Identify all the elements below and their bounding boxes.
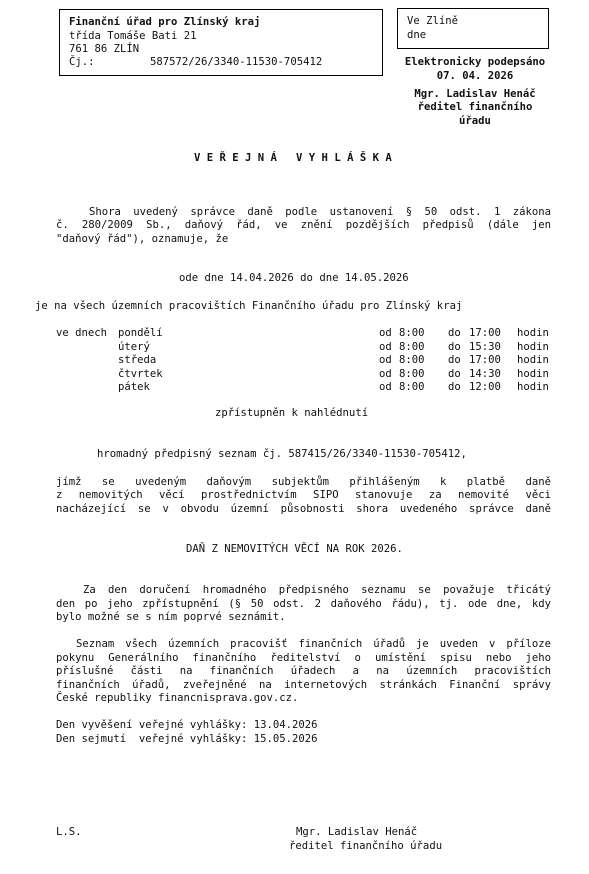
date-line: dne: [407, 29, 427, 41]
footer-signatory-name: Mgr. Ladislav Henáč: [296, 826, 418, 838]
signatory-title-2: úřadu: [459, 115, 491, 127]
reference-label: Čj.:: [69, 56, 95, 68]
signatory-name: Mgr. Ladislav Henáč: [414, 88, 536, 100]
signatory-title: ředitel finančního: [417, 101, 533, 113]
document-heading: V E Ř E J N Á V Y H L Á Š K A: [194, 152, 392, 164]
schedule-to: 17:00: [469, 354, 501, 366]
body1-line-3: nacházející se v obvodu územní působnosti shora uvedeného správce daně: [56, 503, 551, 515]
schedule-unit: hodin: [517, 368, 549, 380]
office-name: Finanční úřad pro Zlínský kraj: [69, 16, 261, 28]
intro-line-3: "daňový řád"), oznamuje, že: [56, 233, 229, 245]
schedule-from-label: od: [379, 327, 392, 339]
schedule-unit: hodin: [517, 381, 549, 393]
office-street: třída Tomáše Bati 21: [69, 30, 197, 42]
body2-line-1: Za den doručení hromadného předpisného seznamu se považuje třicátý: [83, 584, 551, 596]
body3-line-2: pokynu Generálního finančního ředitelství o umístění spisu nebo jeho: [56, 652, 551, 664]
schedule-to: 15:30: [469, 341, 501, 353]
e-signed-date: 07. 04. 2026: [436, 70, 514, 82]
office-city: 761 86 ZLÍN: [69, 43, 140, 55]
schedule-from: 8:00: [399, 381, 425, 393]
intro-line-1: Shora uvedený správce daně podle ustanovení § 50 odst. 1 zákona: [89, 206, 551, 218]
body3-line-1: Seznam všech územních pracovišť finančních úřadů je uveden v příloze: [76, 638, 551, 650]
schedule-to-label: do: [448, 327, 461, 339]
schedule-from: 8:00: [399, 368, 425, 380]
intro-line-2: č. 280/2009 Sb., daňový řád, ve znění pozdějších předpisů (dále jen: [56, 219, 551, 231]
schedule-unit: hodin: [517, 354, 549, 366]
schedule-from-label: od: [379, 354, 392, 366]
schedule-prefix: ve dnech: [56, 327, 108, 339]
schedule-unit: hodin: [517, 341, 549, 353]
schedule-from-label: od: [379, 381, 392, 393]
schedule-to: 14:30: [469, 368, 501, 380]
schedule-from: 8:00: [399, 341, 425, 353]
body2-line-3: bylo možné se s ním poprvé seznámit.: [56, 611, 286, 623]
place-line: Ve Zlíně: [407, 15, 459, 27]
schedule-to-label: do: [448, 381, 461, 393]
list-reference-line: hromadný předpisný seznam čj. 587415/26/3340-11530-705412,: [97, 448, 467, 460]
schedule-from-label: od: [379, 368, 392, 380]
body1-line-2: z nemovitých věcí prostřednictvím SIPO stanovuje za nemovité věci: [56, 489, 551, 501]
workplaces-line: je na všech územních pracovištích Finančního úřadu pro Zlínský kraj: [35, 300, 463, 312]
seal-placeholder: L.S.: [56, 826, 82, 838]
schedule-unit: hodin: [517, 327, 549, 339]
body3-line-4: finančních úřadů, zveřejněné na internetových stránkách Finanční správy: [56, 679, 551, 691]
schedule-to-label: do: [448, 354, 461, 366]
period-line: ode dne 14.04.2026 do dne 14.05.2026: [179, 272, 409, 284]
posted-date: Den vyvěšení veřejné vyhlášky: 13.04.2026: [56, 719, 318, 731]
body3-line-5: České republiky financnisprava.gov.cz.: [56, 692, 299, 704]
schedule-day: čtvrtek: [118, 368, 163, 380]
body3-line-3: příslušné části na finančních úřadech a na územních pracovištích: [56, 665, 551, 677]
schedule-from-label: od: [379, 341, 392, 353]
schedule-from: 8:00: [399, 327, 425, 339]
schedule-day: středa: [118, 354, 157, 366]
footer-signatory-title: ředitel finančního úřadu: [289, 840, 443, 852]
schedule-day: úterý: [118, 341, 150, 353]
body1-line-1: jímž se uvedeným daňovým subjektům přihlášeným k platbě daně: [56, 476, 551, 488]
schedule-day: pondělí: [118, 327, 163, 339]
schedule-to: 12:00: [469, 381, 501, 393]
availability-line: zpřístupněn k nahlédnutí: [215, 407, 369, 419]
schedule-day: pátek: [118, 381, 150, 393]
e-signed-label: Elektronicky podepsáno: [404, 56, 546, 68]
schedule-to-label: do: [448, 341, 461, 353]
removed-date: Den sejmutí veřejné vyhlášky: 15.05.2026: [56, 733, 318, 745]
tax-title: DAŇ Z NEMOVITÝCH VĚCÍ NA ROK 2026.: [186, 543, 403, 555]
body2-line-2: den po jeho zpřístupnění (§ 50 odst. 2 daňového řádu), tj. ode dne, kdy: [56, 598, 551, 610]
schedule-from: 8:00: [399, 354, 425, 366]
schedule-to: 17:00: [469, 327, 501, 339]
schedule-to-label: do: [448, 368, 461, 380]
reference-number: 587572/26/3340-11530-705412: [150, 56, 323, 68]
